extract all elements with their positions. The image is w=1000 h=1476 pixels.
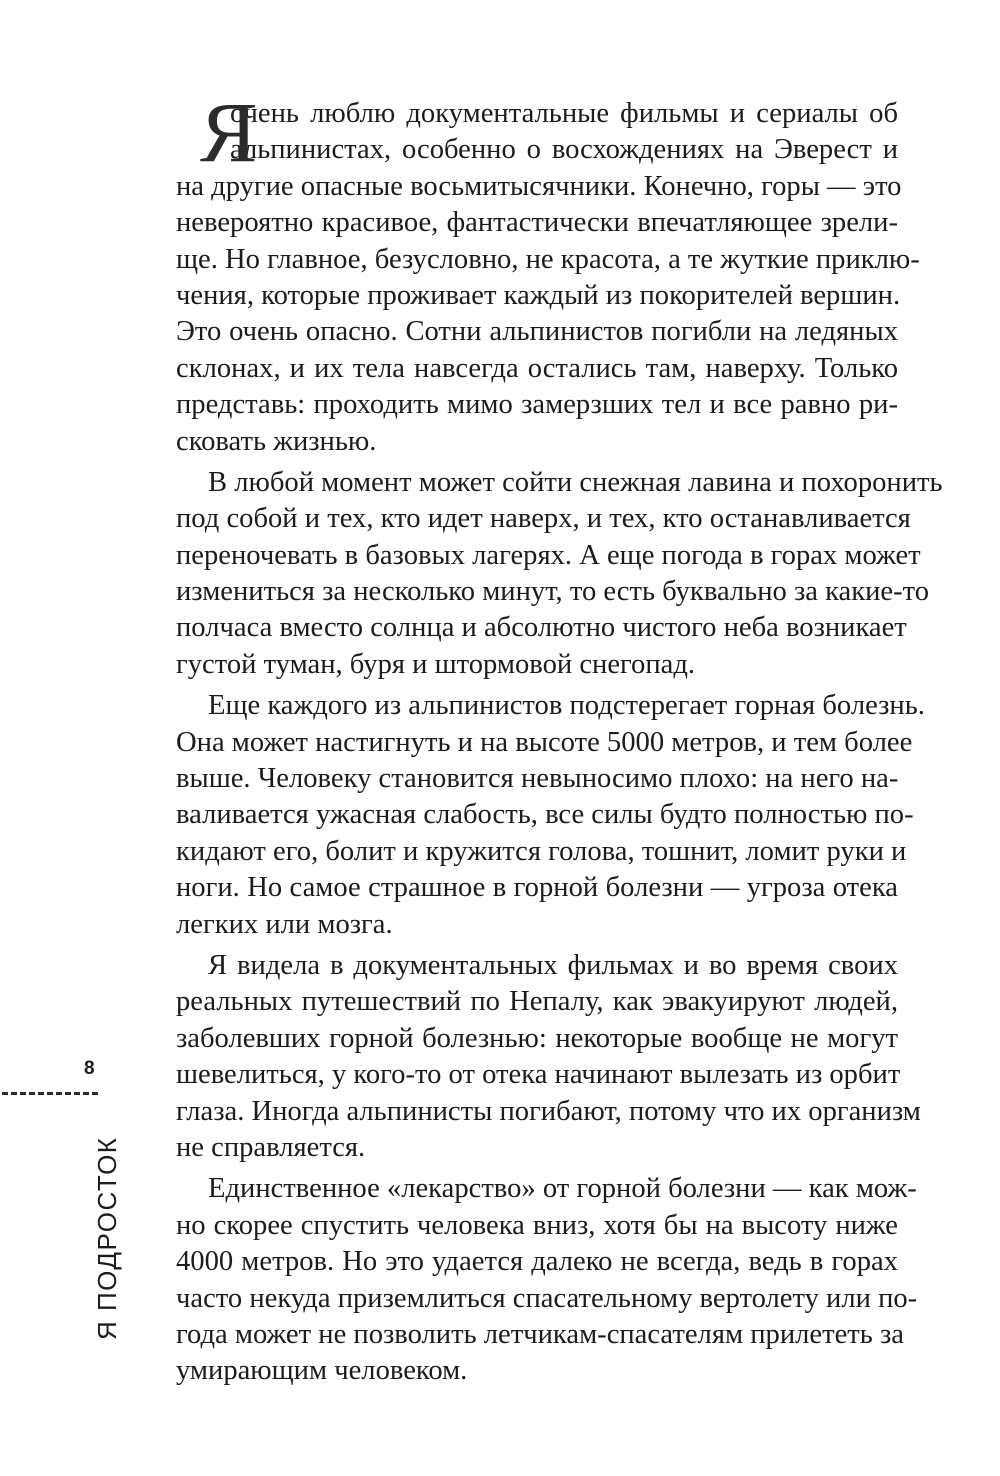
text-line: представь: проходить мимо замерзших тел и все равно ри-	[176, 389, 898, 421]
body-text	[176, 84, 943, 1390]
text-line: валивается ужасная слабость, все силы будто полностью по-	[176, 799, 914, 831]
text-line: Еще каждого из альпинистов подстерегает горная болезнь.	[208, 690, 925, 722]
text-line: Она может настигнуть и на высоте 5000 метров, и тем более	[176, 726, 913, 758]
text-line: Единственное «лекарство» от горной болезни — как мож-	[208, 1173, 917, 1205]
text-line: часто некуда приземлиться спасательному вертолету или по-	[176, 1282, 918, 1314]
text-line: Я видела в документальных фильмах и во время своих	[208, 949, 898, 981]
text-line: на другие опасные восьмитысячники. Конечно, горы — это	[176, 170, 902, 202]
text-line: 4000 метров. Но это удается далеко не всегда, ведь в горах	[176, 1246, 898, 1278]
text-line: очень люблю документальные фильмы и сериалы об	[230, 98, 898, 129]
text-line: реальных путешествий по Непалу, как эвакуируют людей,	[176, 986, 898, 1018]
text-line: выше. Человеку становится невыносимо плохо: на него на-	[176, 763, 899, 795]
dashed-divider	[2, 1092, 98, 1095]
text-line: легких или мозга.	[176, 908, 393, 940]
text-line: кидают его, болит и кружится голова, тошнит, ломит руки и	[176, 835, 907, 867]
text-line: ще. Но главное, безусловно, не красота, а те жуткие приклю-	[176, 243, 920, 275]
page-number: 8	[84, 1058, 95, 1079]
text-line: ноги. Но самое страшное в горной болезни — угроза отека	[176, 872, 898, 904]
running-head: Я ПОДРОСТОК	[92, 1136, 122, 1340]
text-line: В любой момент может сойти снежная лавина и похоронить	[208, 466, 943, 498]
text-line: Это очень опасно. Сотни альпинистов погибли на ледяных	[176, 316, 898, 348]
text-line: года может не позволить летчикам-спасателям прилететь за	[176, 1318, 904, 1350]
text-line: чения, которые проживает каждый из покорителей вершин.	[176, 279, 901, 311]
text-line: невероятно красивое, фантастически впечатляющее зрели-	[176, 207, 898, 239]
text-line: умирающим человеком.	[176, 1355, 468, 1387]
text-line: но скорее спустить человека вниз, хотя бы на высоту ниже	[176, 1209, 898, 1241]
text-line: шевелиться, у кого-то от отека начинают вылезать из орбит	[176, 1059, 901, 1091]
text-line: переночевать в базовых лагерях. А еще погода в горах может	[176, 539, 921, 571]
text-line: склонах, и их тела навсегда остались там, наверху. Только	[176, 352, 898, 384]
text-line: под собой и тех, кто идет наверх, и тех, кто останавливается	[176, 503, 911, 535]
text-line: полчаса вместо солнца и абсолютно чистого неба возникает	[176, 612, 907, 644]
text-line: густой туман, буря и штормовой снегопад.	[176, 648, 696, 680]
text-line: измениться за несколько минут, то есть буквально за какие-то	[176, 576, 930, 608]
text-line: не справляется.	[176, 1131, 366, 1163]
text-line: заболевших горной болезнью: некоторые вообще не могут	[176, 1022, 898, 1054]
text-line: глаза. Иногда альпинисты погибают, потому что их организм	[176, 1095, 921, 1127]
text-line: сковать жизнью.	[176, 425, 377, 457]
text-line: альпинистах, особенно о восхождениях на Эверест и	[230, 134, 898, 166]
drop-cap: Я	[200, 84, 258, 180]
